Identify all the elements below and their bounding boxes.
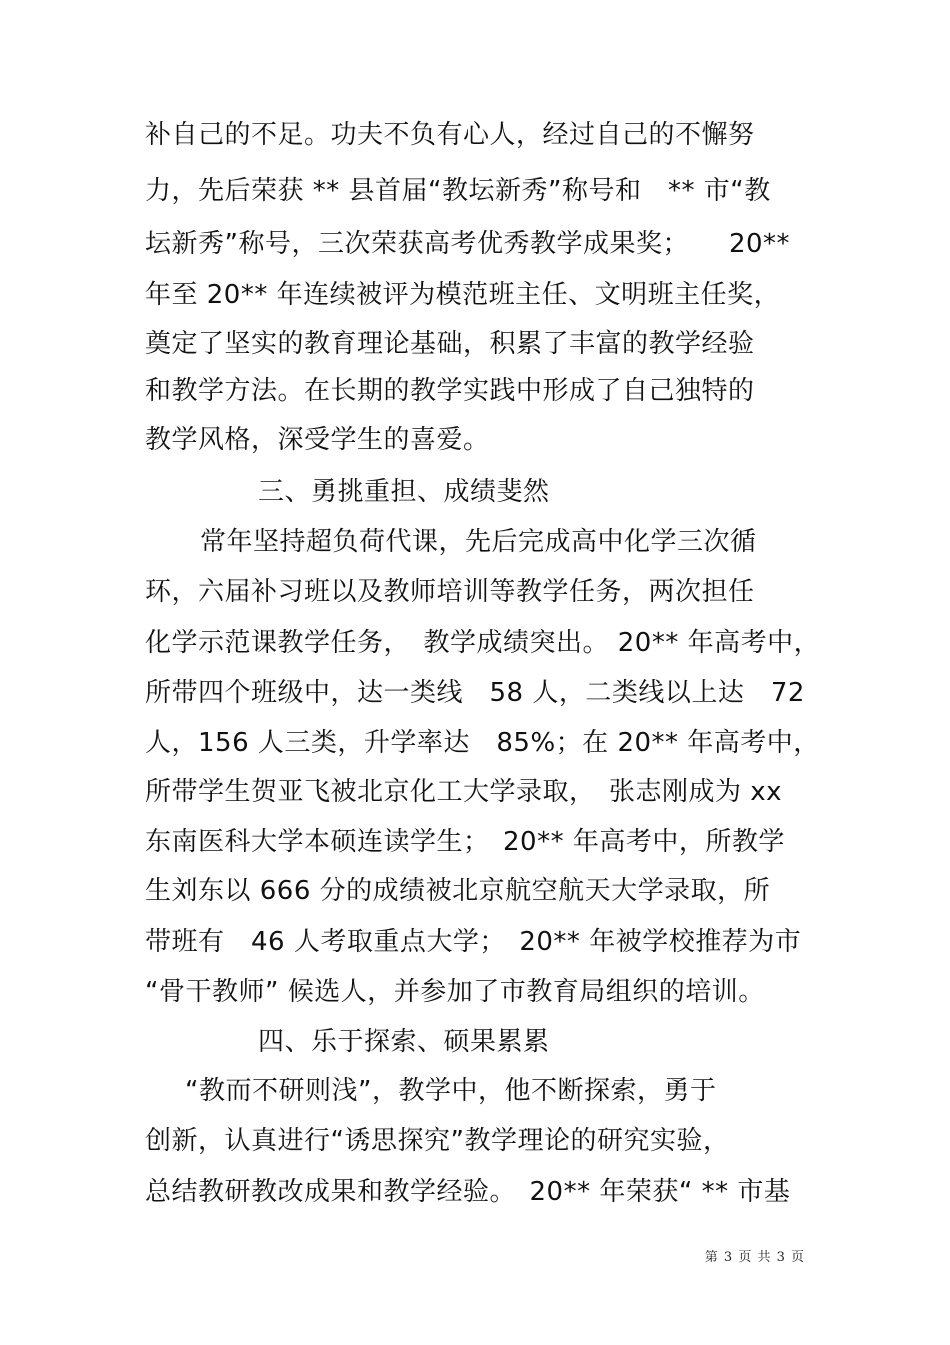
body-text-line: 教学风格，深受学生的喜爱。 — [145, 425, 490, 455]
body-text-line: 带班有 46 人考取重点大学； 20** 年被学校推荐为市 — [145, 927, 802, 957]
body-text-line: 所带学生贺亚飞被北京化工大学录取， 张志刚成为 xx — [145, 777, 783, 807]
body-text-line: 总结教研教改成果和教学经验。 20** 年荣获“ ** 市基 — [145, 1177, 791, 1207]
body-text-line: 常年坚持超负荷代课，先后完成高中化学三次循 — [200, 527, 757, 557]
body-text-line: 东南医科大学本硕连读学生； 20** 年高考中，所教学 — [145, 827, 785, 857]
body-text-line: 所带四个班级中，达一类线 58 人，二类线以上达 72 — [145, 678, 805, 708]
body-text-line: 创新，认真进行“诱思探究”教学理论的研究实验， — [145, 1126, 730, 1156]
body-text-line: 坛新秀”称号，三次荣获高考优秀教学成果奖； 20** — [145, 229, 791, 259]
section-heading: 四、乐于探索、硕果累累 — [258, 1027, 550, 1057]
section-heading: 三、勇挑重担、成绩斐然 — [258, 477, 550, 507]
body-text-line: 年至 20** 年连续被评为模范班主任、文明班主任奖， — [145, 280, 781, 310]
body-text-line: 化学示范课教学任务， 教学成绩突出。 20** 年高考中， — [145, 628, 821, 658]
body-text-line: 人，156 人三类，升学率达 85%；在 20** 年高考中， — [145, 728, 820, 758]
body-text-line: “骨干教师” 候选人，并参加了市教育局组织的培训。 — [145, 977, 765, 1007]
body-text-line: 环，六届补习班以及教师培训等教学任务，两次担任 — [145, 577, 755, 607]
body-text-line: 补自己的不足。功夫不负有心人，经过自己的不懈努 — [145, 120, 755, 150]
body-text-line: “教而不研则浅”，教学中，他不断探索，勇于 — [185, 1076, 717, 1106]
body-text-line: 生刘东以 666 分的成绩被北京航空航天大学录取，所 — [145, 876, 771, 906]
body-text-line: 力，先后荣获 ** 县首届“教坛新秀”称号和 ** 市“教 — [145, 176, 771, 206]
body-text-line: 和教学方法。在长期的教学实践中形成了自己独特的 — [145, 376, 755, 406]
body-text-line: 奠定了坚实的教育理论基础，积累了丰富的教学经验 — [145, 329, 755, 359]
page-number-footer: 第 3 页 共 3 页 — [704, 1250, 805, 1265]
